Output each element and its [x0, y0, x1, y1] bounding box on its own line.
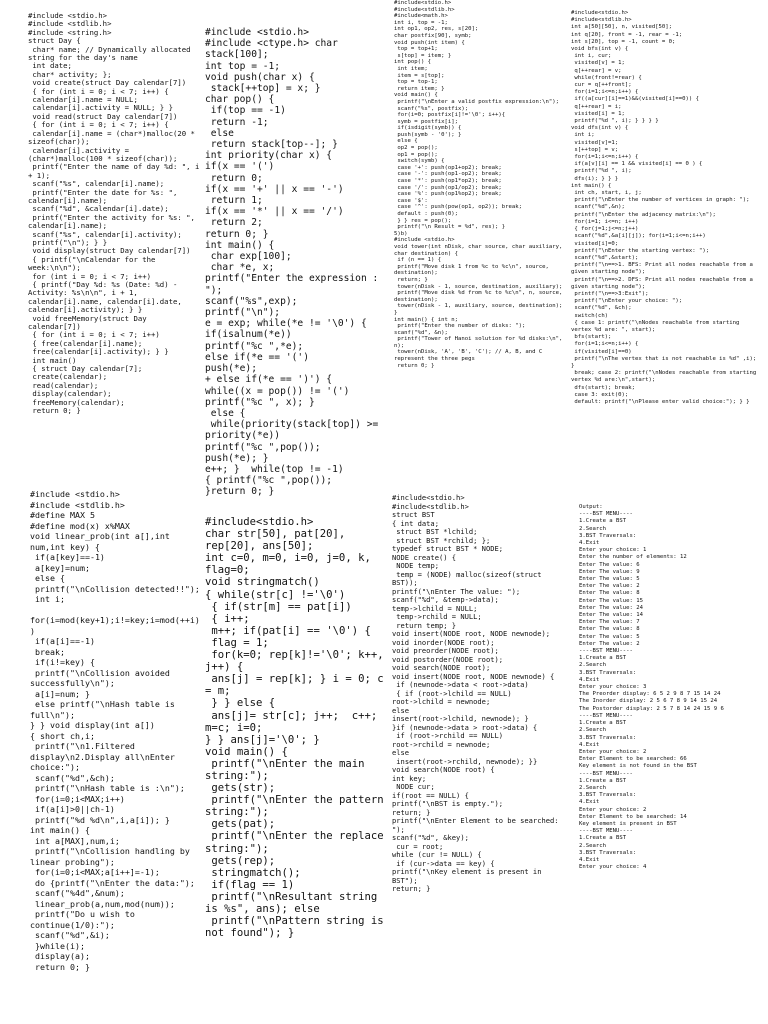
code-block-bst-output: Output: ----BST MENU---- 1.Create a BST 2.Search 3.BST Traversals: 4.Exit Enter your choice: 1 Enter the number of elements: 12 Enter The value: 6 Enter The value: 9 Enter The value: 5 Enter The value: 2 Enter The value: 8 Enter The value: 15 Enter The value: 24 Enter The value: 14 Enter The value: 7 Enter The value: 8 Enter The value: 5 Enter The value: 2 ----BST MENU---- 1.Create a BST 2.Search 3.BST Traversals: 4.Exit Enter your choice: 3 The Preorder display: 6 5 2 9 8 7 15 14 24 The Inorder display: 2 5 6 7 8 9 14 15 24 The Postorder display: 2 5 7 8 14 24 15 9 6 ----BST MENU---- 1.Create a BST 2.Search 3.BST Traversals: 4.Exit Enter your choice: 2 Enter Element to be searched: 66 Key element is not found in the BST ----BST MENU---- 1.Create a BST 2.Search 3.BST Traversals: 4.Exit Enter your choice: 2 Enter Element to be searched: 14 Key element is present in BST ----BST MENU---- 1.Create a BST 2.Search 3.BST Traversals: 4.Exit Enter your choice: 4: [579, 504, 724, 871]
code-block-string-match: #include<stdio.h> char str[50], pat[20], rep[20], ans[50]; int c=0, m=0, i=0, j=0, k, flag=0; void stringmatch() { while(str[c] !='\0') { if(str[m] == pat[i]) { i++; m++; if(pat[i] == '\0') { flag = 1; for(k=0; rep[k]!='\0'; k++, j++) { ans[j] = rep[k]; } i = 0; c = m; } } else { ans[j]= str[c]; j++; c++; m=c; i=0; } } ans[j]='\0'; } void main() { printf("\nEnter the main string:"); gets(str); printf("\nEnter the pattern string:"); gets(pat); printf("\nEnter the replace string:"); gets(rep); stringmatch(); if(flag == 1) printf("\nResultant string is %s", ans); else printf("\nPattern string is not found"); }: [205, 516, 384, 940]
code-block-infix-postfix: #include <stdio.h> #include <ctype.h> char stack[100]; int top = -1; void push(char x) { stack[++top] = x; } char pop() { if(top == -1) return -1; else return stack[top--]; } int priority(char x) { if(x == '(') return 0; if(x == '+' || x == '-') return 1; if(x == '*' || x == '/') return 2; return 0; } int main() { char exp[100]; char *e, x; printf("Enter the expression : "); scanf("%s",exp); printf("\n"); e = exp; while(*e != '\0') { if(isalnum(*e)) printf("%c ",*e); else if(*e == '(') push(*e); + else if(*e == ')') { while((x = pop()) != '(') printf("%c ", x); } else { while(priority(stack[top]) >= priority(*e)) printf("%c ",pop()); push(*e); } e++; } while(top != -1) { printf("%c ",pop()); }return 0; }: [205, 27, 379, 498]
code-block-bst: #include<stdio.h> #include<stdlib.h> struct BST { int data; struct BST *lchild; struct BST *rchild; }; typedef struct BST * NODE; NODE create() { NODE temp; temp = (NODE) malloc(sizeof(struct BST)); printf("\nEnter The value: "); scanf("%d", &temp->data); temp->lchild = NULL; temp->rchild = NULL; return temp; } void insert(NODE root, NODE newnode); void inorder(NODE root); void preorder(NODE root); void postorder(NODE root); void search(NODE root); void insert(NODE root, NODE newnode) { if (newnode->data < root->data) { if (root->lchild == NULL) root->lchild = newnode; else insert(root->lchild, newnode); } }if (newnode->data > root->data) { if (root->rchild == NULL) root->rchild = newnode; else insert(root->rchild, newnode); }} void search(NODE root) { int key; NODE cur; if(root == NULL) { printf("\nBST is empty."); return; } printf("\nEnter Element to be searched: "); scanf("%d", &key); cur = root; while (cur != NULL) { if (cur->data == key) { printf("\nKey element is present in BST"); return; }: [392, 493, 559, 893]
code-block-hash-table: #include <stdio.h> #include <stdlib.h> #define MAX 5 #define mod(x) x%MAX void linear_prob(int a[],int num,int key) { if(a[key]==-1) a[key]=num; else { printf("\nCollision detected!!"); int i; for(i=mod(key+1);i!=key;i=mod(++i)) if(a[i]==-1) break; if(i!=key) { printf("\nCollision avoided successfully\n"); a[i]=num; } else printf("\nHash table is full\n"); } } void display(int a[]) { short ch,i; printf("\n1.Filtered display\n2.Display all\nEnter choice:"); scanf("%d",&ch); printf("\nHash table is :\n"); for(i=0;i<MAX;i++) if(a[i]>0||ch-1) printf("%d %d\n",i,a[i]); } int main() { int a[MAX],num,i; printf("\nCollision handling by linear probing"); for(i=0;i<MAX;a[i++]=-1); do {printf("\nEnter the data:"); scanf("%4d",&num); linear_prob(a,num,mod(num)); printf("Do u wish to continue(1/0):"); scanf("%d",&i); }while(i); display(a); return 0; }: [30, 489, 200, 972]
code-block-bfs-dfs: #include<stdio.h> #include<stdlib.h> int a[50][50], n, visited[50]; int q[20], front = -1, rear = -1; int s[20], top = -1, count = 0; void bfs(int v) { int i, cur; visited[v] = 1; q[++rear] = v; while(front!=rear) { cur = q[++front]; for(i=1;i<=n;i++) { if((a[cur][i]==1)&&(visited[i]==0)) { q[++rear] = i; visited[i] = 1; printf("%d ", i); } } } } void dfs(int v) { int i; visited[v]=1; s[++top] = v; for(i=1;i<=n;i++) { if(a[v][i] == 1 && visited[i] == 0 ) { printf("%d ", i); dfs(i); } } } int main() { int ch, start, i, j; printf("\nEnter the number of vertices in graph: "); scanf("%d",&n); printf("\nEnter the adjacency matrix:\n"); for(i=1; i<=n; i++) { for(j=1;j<=n;j++) scanf("%d",&a[i][j]); for(i=1;i<=n;i++) visited[i]=0; printf("\nEnter the starting vertex: "); scanf("%d",&start); printf("\n==>1. BFS: Print all nodes reachable from a given starting node"); printf("\n==>2. DFS: Print all nodes reachable from a given starting node"); printf("\n==>3:Exit"); printf("\nEnter your choice: "); scanf("%d", &ch); switch(ch) { case 1: printf("\nNodes reachable from starting vertex %d are: ", start); bfs(start); for(i=1;i<=n;i++) { if(visited[i]==0) printf("\nThe vertex that is not reachable is %d" ,i); } break; case 2: printf("\nNodes reachable from starting vertex %d are:\n",start); dfs(start); break; case 3: exit(0); default: printf("\nPlease enter valid choice:"); } }: [571, 10, 757, 405]
code-block-postfix-hanoi: #include<stdio.h> #include<stdlib.h> #include<math.h> int i, top = -1; int op1, op2, res, s[20]; char postfix[90], symb; void push(int item) { top = top+1; s[top] = item; } int pop() { int item; item = s[top]; top = top-1; return item; } void main() { printf("\nEnter a valid postfix expression:\n"); scanf("%s", postfix); for(i=0; postfix[i]!='\0'; i++){ symb = postfix[i]; if(isdigit(symb)) { push(symb - '0'); } else { op2 = pop(); op1 = pop(); switch(symb) { case '+': push(op1+op2); break; case '-': push(op1-op2); break; case '*': push(op1*op2); break; case '/': push(op1/op2); break; case '%': push(op1%op2); break; case '$': case '^': push(pow(op1, op2)); break; default : push(0); } } res = pop(); printf("\n Result = %d", res); } 5)b) #include <stdio.h> void tower(int nDisk, char source, char auxiliary, char destination) { if (n == 1) { printf("Move disk 1 from %c to %c\n", source, destination); return; } tower(nDisk - 1, source, destination, auxiliary); printf("Move disk %d from %c to %c\n", n, source, destination); tower(nDisk - 1, auxiliary, source, destination); } int main() { int n; printf("Enter the number of disks: "); scanf("%d", &n); printf("Tower of Hanoi solution for %d disks:\n", n); tower(nDisk, 'A', 'B', 'C'); // A, B, and C represent the three pegs return 0; }: [394, 0, 563, 369]
code-block-day-calendar: #include <stdio.h> #include <stdlib.h> #include <string.h> struct Day { char* name; // Dynamically allocated string for the day's name int date; char* activity; }; void create(struct Day calendar[7]) { for (int i = 0; i < 7; i++) { calendar[i].name = NULL; calendar[i].activity = NULL; } } void read(struct Day calendar[7]) { for (int i = 0; i < 7; i++) { calendar[i].name = (char*)malloc(20 * sizeof(char)); calendar[i].activity = (char*)malloc(100 * sizeof(char)); printf("Enter the name of day %d: ", i + 1); scanf("%s", calendar[i].name); printf("Enter the date for %s: ", calendar[i].name); scanf("%d", &calendar[i].date); printf("Enter the activity for %s: ", calendar[i].name); scanf("%s", calendar[i].activity); printf("\n"); } } void display(struct Day calendar[7]) { printf("\nCalendar for the week:\n\n"); for (int i = 0; i < 7; i++) { printf("Day %d: %s (Date: %d) - Activity: %s\n\n", i + 1, calendar[i].name, calendar[i].date, calendar[i].activity); } } void freeMemory(struct Day calendar[7]) { for (int i = 0; i < 7; i++) { free(calendar[i].name); free(calendar[i].activity); } } int main() { struct Day calendar[7]; create(calendar); read(calendar); display(calendar); freeMemory(calendar); return 0; }: [28, 11, 200, 416]
